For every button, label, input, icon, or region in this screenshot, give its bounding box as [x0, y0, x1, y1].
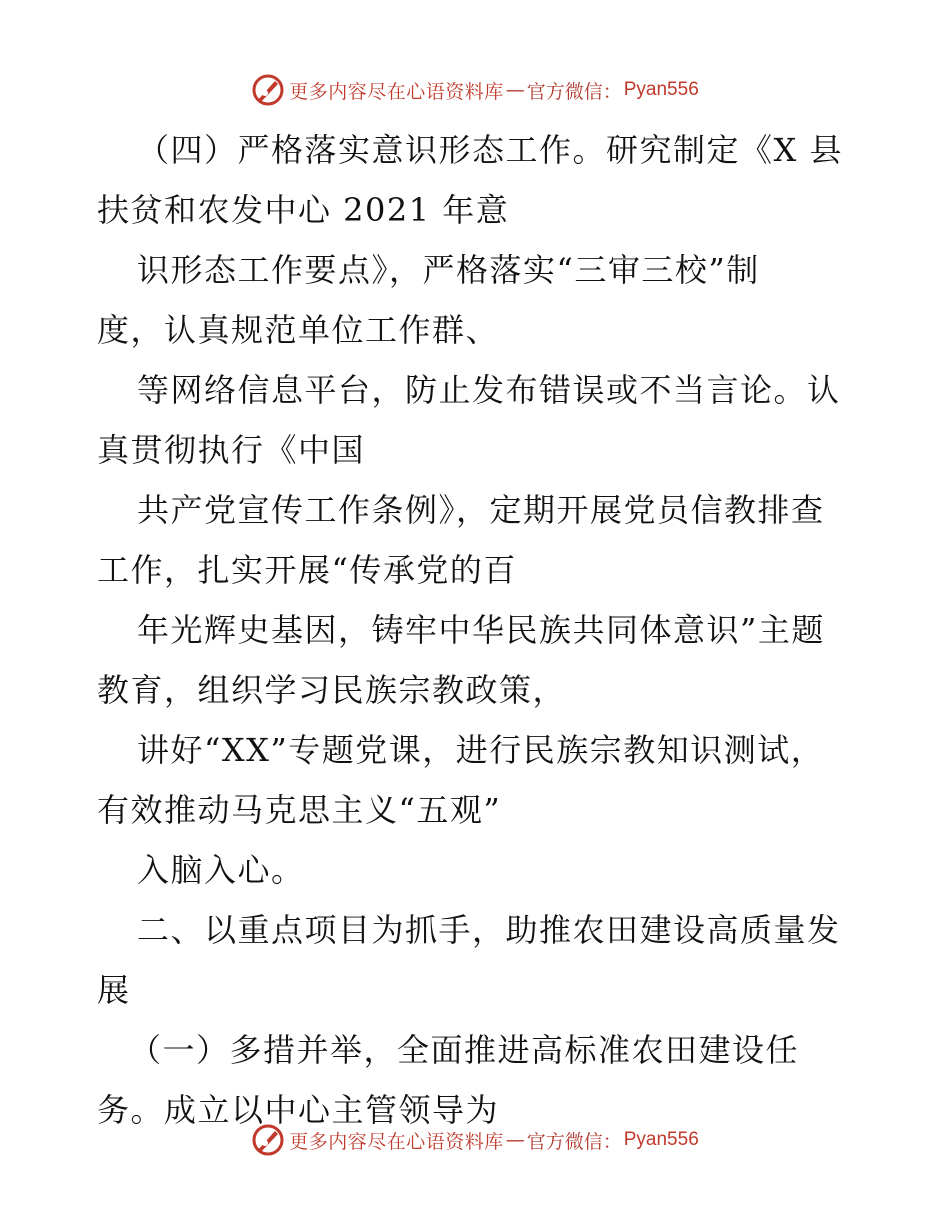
section-heading-continued: 展	[97, 971, 131, 1009]
text-line: 教育，组织学习民族宗教政策，	[97, 671, 567, 709]
text-line: 讲好“XX”专题党课，进行民族宗教知识测试，	[137, 731, 825, 769]
watermark-wechat-id: Pyan556	[623, 79, 699, 100]
watermark-wechat-id: Pyan556	[623, 1129, 699, 1150]
text-line: 等网络信息平台，防止发布错误或不当言论。认	[137, 371, 841, 409]
section-heading: 二、以重点项目为抓手，助推农田建设高质量发	[137, 911, 841, 949]
text-line: 扶贫和农发中心 2021 年意	[97, 191, 510, 229]
header-watermark	[0, 70, 950, 110]
text-line: 工作，扎实开展“传承党的百	[97, 551, 517, 589]
footer-watermark	[0, 1120, 950, 1160]
watermark-separator: —	[505, 79, 525, 101]
text-line: 有效推动马克思主义“五观”	[97, 791, 502, 829]
watermark-label: 官方微信：	[526, 80, 622, 103]
watermark-separator: —	[505, 1129, 525, 1151]
watermark-label: 官方微信：	[526, 1130, 622, 1153]
document-body	[97, 120, 857, 1140]
text-line: 务。成立以中心主管领导为	[97, 1091, 500, 1129]
text-line: 年光辉史基因，铸牢中华民族共同体意识”主题	[137, 611, 825, 649]
text-line: 入脑入心。	[137, 851, 305, 889]
text-line: 度，认真规范单位工作群、	[97, 311, 500, 349]
text-line: （一）多措并举，全面推进高标准农田建设任	[129, 1031, 800, 1069]
text-line: （四）严格落实意识形态工作。研究制定《X 县	[137, 131, 843, 169]
watermark-text: 更多内容尽在心语资料库	[289, 80, 504, 103]
text-line: 真贯彻执行《中国	[97, 431, 366, 469]
watermark-text: 更多内容尽在心语资料库	[289, 1130, 504, 1153]
text-line: 识形态工作要点》，严格落实“三审三校”制	[137, 251, 760, 289]
text-line: 共产党宣传工作条例》，定期开展党员信教排查	[137, 491, 825, 529]
pen-logo-icon	[251, 73, 285, 107]
pen-logo-icon	[251, 1123, 285, 1157]
